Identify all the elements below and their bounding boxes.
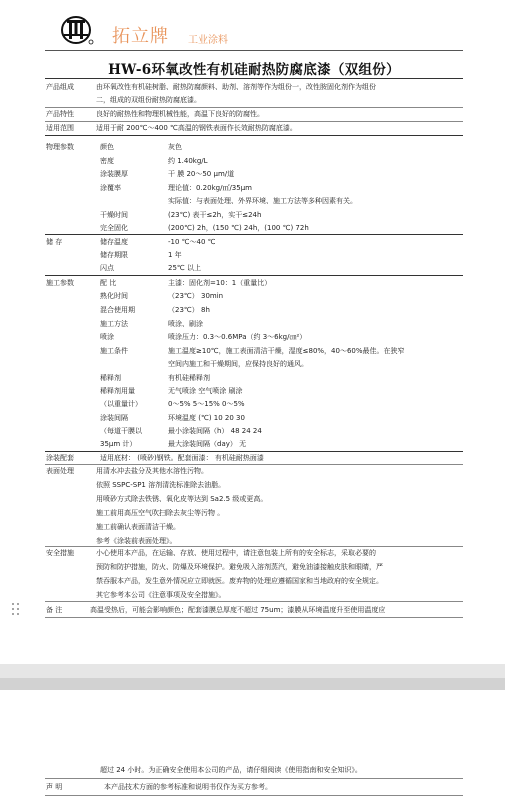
divider xyxy=(45,464,463,465)
param-key: 35μm 计） xyxy=(100,440,137,448)
param-value: 实际值：与表面处理、外界环境、施工方法等多种因素有关。 xyxy=(168,197,357,205)
surface-line: 施工前用高压空气吹扫除去灰尘等污物 。 xyxy=(96,509,225,517)
surface-line: 参考《涂装前表面处理》。 xyxy=(96,537,177,545)
document-page-2 xyxy=(0,690,505,801)
divider xyxy=(45,78,463,79)
surface-label: 表面处理 xyxy=(46,467,74,475)
header-rule xyxy=(45,50,463,51)
param-key: 配 比 xyxy=(100,279,117,287)
matching-label: 涂装配套 xyxy=(46,454,74,462)
surface-line: 施工前确认表面清洁干燥。 xyxy=(96,523,180,531)
scope-label: 适用范围 xyxy=(46,124,74,132)
param-value: （23℃） 8h xyxy=(168,306,210,314)
param-value: 主漆：固化剂=10：1（重量比） xyxy=(168,279,272,287)
divider xyxy=(45,107,463,108)
divider xyxy=(45,451,463,452)
features-text: 良好的耐热性和物理机械性能，高温下良好的防腐性。 xyxy=(96,110,264,118)
safety-line: 其它参考本公司《注意事项及安全措施》。 xyxy=(96,591,226,599)
param-key: 涂装间隔 xyxy=(100,414,128,422)
divider xyxy=(45,778,463,779)
construction-label: 施工参数 xyxy=(46,279,74,287)
param-key: （以重量计） xyxy=(100,400,142,408)
divider xyxy=(45,275,463,276)
param-key: 施工条件 xyxy=(100,347,128,355)
surface-line: 依照 SSPC-SP1 溶剂清洗标准除去油脂。 xyxy=(96,481,226,489)
param-value: -10 ℃～40 ℃ xyxy=(168,238,216,246)
param-key: 稀释剂用量 xyxy=(100,387,135,395)
param-key: 稀释剂 xyxy=(100,374,121,382)
param-value: 空间内施工和干燥期间，应保持良好的通风。 xyxy=(168,360,308,368)
notes-label: 备 注 xyxy=(46,606,63,614)
param-value: 喷涂、刷涂 xyxy=(168,320,203,328)
param-value: 有机硅稀释剂 xyxy=(168,374,210,382)
param-value: (200℃) 2h，(150 ℃) 24h，(100 ℃) 72h xyxy=(168,224,309,232)
param-key: 涂覆率 xyxy=(100,184,121,192)
page-gap-shadow xyxy=(0,678,505,690)
divider xyxy=(45,601,463,602)
param-key: 干燥时间 xyxy=(100,211,128,219)
notes-line: 高温受热后，可能会影响颜色；配套漆膜总厚度不超过 75um；漆膜从环境温度升至使用温度应 xyxy=(90,606,386,614)
surface-line: 用喷砂方式除去铁锈、氧化皮等达到 Sa2.5 级或更高。 xyxy=(96,495,268,503)
storage-label: 储 存 xyxy=(46,238,63,246)
divider xyxy=(45,795,463,796)
param-key: （每道干膜以 xyxy=(100,427,142,435)
physical-label: 物理参数 xyxy=(46,143,74,151)
param-key: 储存期限 xyxy=(100,251,128,259)
brand-name: 拓立牌 xyxy=(112,26,169,47)
param-value: 环境温度 (℃) 10 20 30 xyxy=(168,414,245,422)
divider xyxy=(45,121,463,122)
param-key: 储存温度 xyxy=(100,238,128,246)
divider xyxy=(45,234,463,235)
surface-line: 用清水冲去盐分及其他水溶性污物。 xyxy=(96,467,208,475)
divider xyxy=(45,135,463,136)
param-key: 闪点 xyxy=(100,264,114,272)
param-key: 熟化时间 xyxy=(100,292,128,300)
param-key: 密度 xyxy=(100,157,114,165)
safety-line: 小心使用本产品，在运输、存放、使用过程中，请注意包装上所有的安全标志，采取必要的 xyxy=(96,549,376,557)
param-value: 25℃ 以上 xyxy=(168,264,201,272)
param-value: 喷涂压力：0.3～0.6MPa（约 3～6kg/㎝²） xyxy=(168,333,307,341)
matching-text: 适用底材： (喷砂)钢铁。配套面漆： 有机硅耐热面漆 xyxy=(100,454,264,462)
param-value: 最大涂装间隔（day） 无 xyxy=(168,440,247,448)
param-value: (23℃) 表干≤2h，实干≤24h xyxy=(168,211,262,219)
statement-text: 本产品技术方面的参考标准和说明书仅作为买方参考。 xyxy=(104,783,272,791)
param-value: 1 年 xyxy=(168,251,182,259)
divider xyxy=(45,546,463,547)
param-value: 理论值：0.20kg/㎡/35μm xyxy=(168,184,252,192)
safety-line: 禁吞服本产品，发生意外情况应立即就医。废弃物的处理应遵循国家和当地政府的安全规定。 xyxy=(96,577,383,585)
company-logo xyxy=(58,12,94,48)
param-value: 约 1.40kg/L xyxy=(168,157,208,165)
param-value: 施工温度≥10℃，施工表面清洁干燥，湿度≤80%，40～60%最佳。在狭窄 xyxy=(168,347,405,355)
statement-label: 声 明 xyxy=(46,783,63,791)
param-value: 干 膜 20～50 μm/道 xyxy=(168,170,235,178)
scope-text: 适用于耐 200℃～400 ℃高温的钢铁表面作长效耐热防腐底漆。 xyxy=(96,124,297,132)
composition-line: 二，组成的双组份耐热防腐底漆。 xyxy=(96,96,201,104)
divider xyxy=(45,617,463,618)
safety-label: 安全措施 xyxy=(46,549,74,557)
brand-subtitle: 工业涂料 xyxy=(188,35,228,46)
param-value: （23℃） 30min xyxy=(168,292,224,300)
param-key: 涂装膜厚 xyxy=(100,170,128,178)
features-label: 产品特性 xyxy=(46,110,74,118)
param-value: 最小涂装间隔（h） 48 24 24 xyxy=(168,427,262,435)
page-gap xyxy=(0,664,505,678)
safety-line: 预防和防护措施，防火、防爆及环境保护。避免吸入溶剂蒸汽，避免油漆接触皮肤和眼睛，严 xyxy=(96,563,383,571)
param-value: 无气喷涂 空气喷涂 刷涂 xyxy=(168,387,243,395)
drag-handle-icon[interactable] xyxy=(12,603,22,617)
param-key: 颜色 xyxy=(100,143,114,151)
composition-line: 由环氧改性有机硅树脂、耐热防腐颜料、助剂、溶剂等作为组份一，改性胺固化剂作为组份 xyxy=(96,83,376,91)
param-value: 0～5% 5～15% 0～5% xyxy=(168,400,245,408)
param-key: 施工方法 xyxy=(100,320,128,328)
composition-label: 产品组成 xyxy=(46,83,74,91)
document-title: HW-6环氧改性有机硅耐热防腐底漆（双组份） xyxy=(108,62,400,78)
param-key: 喷涂 xyxy=(100,333,114,341)
notes-line: 超过 24 小时。为正确安全使用本公司的产品，请仔细阅读《使用指南和安全知识》。 xyxy=(100,766,362,774)
param-value: 灰色 xyxy=(168,143,182,151)
param-key: 完全固化 xyxy=(100,224,128,232)
param-key: 混合使用期 xyxy=(100,306,135,314)
